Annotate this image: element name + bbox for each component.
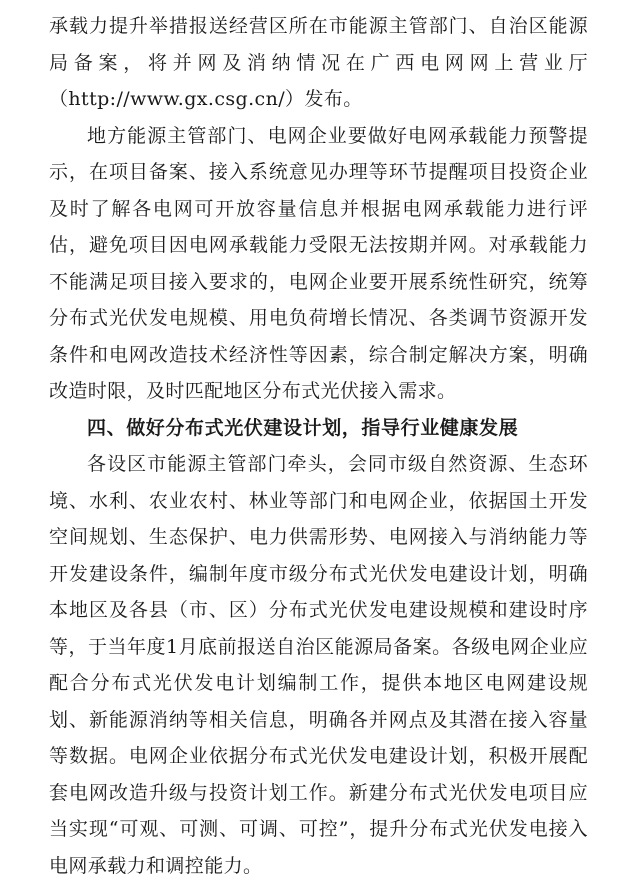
paragraph-continuation: 承载力提升举措报送经营区所在市能源主管部门、自治区能源局备案，将并网及消纳情况在广西电网网上营业厅（http://www.gx.csg.cn/）发布。 (49, 15, 588, 110)
paragraph-grid-capacity-warning: 地方能源主管部门、电网企业要做好电网承载能力预警提示，在项目备案、接入系统意见办理等环节提醒项目投资企业及时了解各电网可开放容量信息并根据电网承载能力进行评估，避免项目因电网承载能力受限无法按期并网。对承载能力不能满足项目接入要求的，电网企业要开展系统性研究，统筹分布式光伏发电规模、用电负荷增长情况、各类调节资源开发条件和电网改造技术经济性等因素，综合制定解决方案，明确改造时限，及时匹配地区分布式光伏接入需求。 (49, 124, 588, 402)
paragraph-construction-plan: 各设区市能源主管部门牵头，会同市级自然资源、生态环境、水利、农业农村、林业等部门和电网企业，依据国土开发空间规划、生态保护、电力供需形势、电网接入与消纳能力等开发建设条件，编制年度市级分布式光伏发电建设计划，明确本地区及各县（市、区）分布式光伏发电建设规模和建设时序等，于当年度1月底前报送自治区能源局备案。各级电网企业应配合分布式光伏发电计划编制工作，提供本地区电网建设规划、新能源消纳等相关信息，明确各并网点及其潜在接入容量等数据。电网企业依据分布式光伏发电建设计划，积极开展配套电网改造升级与投资计划工作。新建分布式光伏发电项目应当实现“可观、可测、可调、可控”，提升分布式光伏发电接入电网承载力和调控能力。 (49, 453, 588, 877)
section-heading: 四、做好分布式光伏建设计划，指导行业健康发展 (87, 416, 519, 439)
